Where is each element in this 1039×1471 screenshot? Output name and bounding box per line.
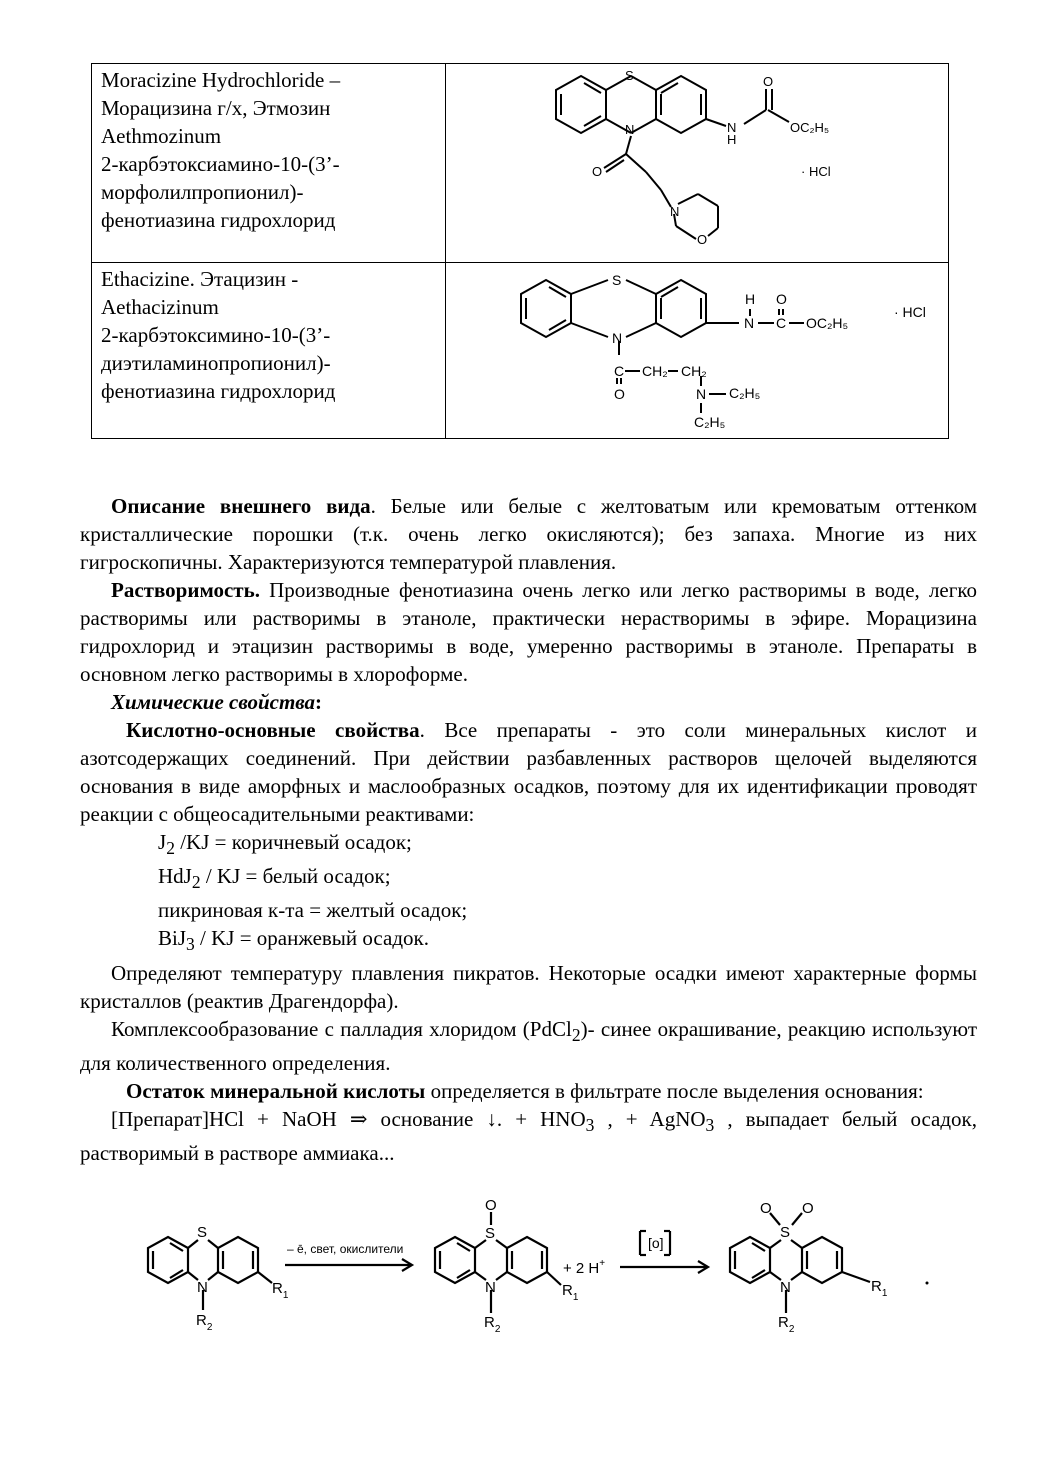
heading-appearance: Описание внешнего вида [111, 494, 371, 518]
hydrogen-atom-label: H [727, 132, 737, 147]
oxygen-atom-label: O [614, 386, 625, 402]
drug-name-line: Ethacizine. Этацизин - [101, 267, 299, 291]
paragraph-text: Комплексообразование с палладия хлоридом (PdCl [111, 1016, 572, 1041]
nitrogen-atom-label: N [727, 120, 737, 135]
paragraph-text: . Все препараты - это соли минеральных кислот и азотсодержащих соединений. При действии разбавленных растворов щелочей выделяются основания в виде аморфных и маслообразных осадков, поэтому для их идентификации проводят реакции с общеосадительными реактивами: [80, 718, 977, 826]
paragraph-text: . Белые или белые с желтоватым или кремоватым оттенком кристаллические порошки (т.к. очень легко окисляются); без запаха. Многие из них гигроскопичны. Характеризуются температурой плавления. [80, 494, 977, 574]
r2-label: $R_2$ [778, 1314, 795, 1335]
r2-label: $R_2$ [196, 1312, 213, 1333]
drug-name-line: диэтиламинопропионил)- [101, 351, 331, 375]
carbon-atom-label: C [776, 315, 787, 331]
nitrogen-atom-label: N [485, 1279, 496, 1296]
drug-name-line: фенотиазина гидрохлорид [101, 208, 336, 232]
subscript: 2 [571, 1024, 581, 1045]
r1-label: $R_1$ [562, 1282, 579, 1303]
drug-name-line: 2-карбэтоксимино-10-(3’- [101, 323, 331, 347]
paragraph-reaction-equation [80, 1105, 977, 1167]
oxygen-atom-label: O [592, 164, 603, 179]
nitrogen-atom-label: N [696, 386, 707, 402]
r1-label: $R_1$ [272, 1280, 289, 1301]
heading-acid-base: Кислотно-основные свойства [126, 718, 420, 742]
methylene-group-label: CH₂ [681, 363, 707, 379]
structure-cell [446, 64, 949, 263]
drug-name-line: Moracizine Hydrochloride – [101, 68, 341, 92]
drug-name-line: морфолилпропионил)- [101, 180, 304, 204]
heading-mineral-acid: Остаток минеральной кислоты [126, 1078, 426, 1103]
ethyl-group-label: C₂H₅ [729, 385, 761, 401]
paragraph-text: Производные фенотиазина очень легко или легко растворимы в воде, легко растворимы или растворимы в этаноле, практически нерастворимы в эфире. Морацизина гидрохлорид и этацизин растворимы в воде, умеренно растворимы в этаноле. Препараты в основном легко растворимы в хлороформе. [80, 578, 977, 686]
oxidant-label: [o] [648, 1235, 664, 1251]
moracizine-structure [446, 64, 963, 260]
structure-cell [446, 263, 949, 439]
ethoxy-group-label: OC₂H₅ [806, 315, 849, 331]
equation-text: , + AgNO [594, 1106, 706, 1131]
reagent-line [80, 924, 977, 958]
ethoxy-group-label: OC₂H₅ [790, 120, 830, 135]
carbon-atom-label: C [614, 363, 625, 379]
nitrogen-atom-label: N [780, 1279, 791, 1296]
stray-dot [926, 1282, 929, 1285]
arrow-condition-label: – ē, свет, окислители [287, 1242, 404, 1256]
subscript: 2 [166, 838, 175, 859]
oxygen-atom-label: O [776, 291, 787, 307]
formula: BiJ [158, 926, 187, 951]
r2-label: $R_2$ [484, 1314, 501, 1335]
subscript: 3 [585, 1114, 595, 1135]
drug-name-cell [92, 64, 446, 263]
nitrogen-atom-label: N [612, 330, 623, 346]
nitrogen-atom-label: N [670, 204, 680, 219]
oxygen-atom-label: O [760, 1200, 772, 1217]
formula: HdJ [158, 864, 192, 889]
reagent-line [80, 862, 977, 896]
drug-name-line: Морацизина г/х, Этмозин [101, 96, 331, 120]
paragraph-picrates: Определяют температуру плавления пикратов. Некоторые осадки имеют характерные формы кристаллов (реактив Драгендорфа). [80, 960, 977, 1013]
oxygen-atom-label: O [485, 1197, 497, 1214]
paragraph-solubility [80, 576, 977, 688]
drug-name-cell [92, 263, 446, 439]
paragraph-mineral-acid [80, 1077, 977, 1105]
paragraph-text: )- синее окрашивание, реакцию используют для количественного определения. [80, 1016, 977, 1075]
sulfur-atom-label: S [485, 1225, 496, 1242]
table-row [92, 64, 949, 263]
subscript: 2 [191, 872, 201, 893]
reagent-line [80, 828, 977, 862]
heading-colon: : [315, 690, 323, 714]
equation-text: , выпадает белый осадок, растворимый в растворе аммиака... [80, 1106, 977, 1165]
hcl-label: · HCl [801, 164, 831, 179]
sulfur-atom-label: S [612, 272, 622, 288]
drug-name-line: фенотиазина гидрохлорид [101, 379, 336, 403]
oxygen-atom-label: O [763, 74, 774, 89]
methylene-group-label: CH₂ [642, 363, 668, 379]
heading-solubility: Растворимость. [111, 578, 260, 602]
body-text [80, 492, 977, 1167]
nitrogen-atom-label: N [197, 1279, 208, 1296]
ethyl-group-label: C₂H₅ [694, 414, 726, 430]
drug-name-line: Aethmozinum [101, 124, 222, 148]
nitrogen-atom-label: N [744, 315, 755, 331]
subscript: 3 [186, 934, 195, 955]
oxygen-atom-label: O [697, 232, 708, 247]
reagent-line: пикриновая к-та = желтый осадок; [158, 898, 468, 923]
sulfur-atom-label: S [625, 68, 634, 83]
ethacizine-structure [446, 263, 963, 436]
drug-name-line: 2-карбэтоксиамино-10-(3’- [101, 152, 340, 176]
subscript: 3 [705, 1114, 715, 1135]
drugs-table [91, 63, 949, 439]
r1-label: $R_1$ [871, 1278, 888, 1299]
oxygen-atom-label: O [802, 1200, 814, 1217]
proton-label: + 2 H+ [563, 1258, 606, 1277]
nitrogen-atom-label: N [625, 122, 635, 137]
reagent-result: / KJ = белый осадок; [200, 864, 391, 889]
reagent-result: / KJ = оранжевый осадок. [194, 926, 429, 951]
sulfur-atom-label: S [780, 1224, 791, 1241]
paragraph-appearance [80, 492, 977, 576]
paragraph-complexation [80, 1015, 977, 1077]
oxidation-reaction-scheme [130, 1195, 950, 1375]
equation-text: [Препарат]HCl + NaOH ⇒ основание ↓. + HNO [111, 1106, 586, 1131]
sulfur-atom-label: S [197, 1224, 208, 1241]
reagent-result: /KJ = коричневый осадок; [174, 830, 412, 854]
paragraph-acid-base [80, 716, 977, 828]
heading-text: Химические свойства [111, 690, 316, 714]
hydrogen-atom-label: H [745, 291, 756, 307]
table-row [92, 263, 949, 439]
formula: J [158, 830, 167, 854]
paragraph-text: определяется в фильтрате после выделения основания: [425, 1078, 924, 1103]
hcl-label: · HCl [894, 304, 926, 320]
drug-name-line: Aethacizinum [101, 295, 219, 319]
heading-chemical-properties [80, 688, 977, 716]
